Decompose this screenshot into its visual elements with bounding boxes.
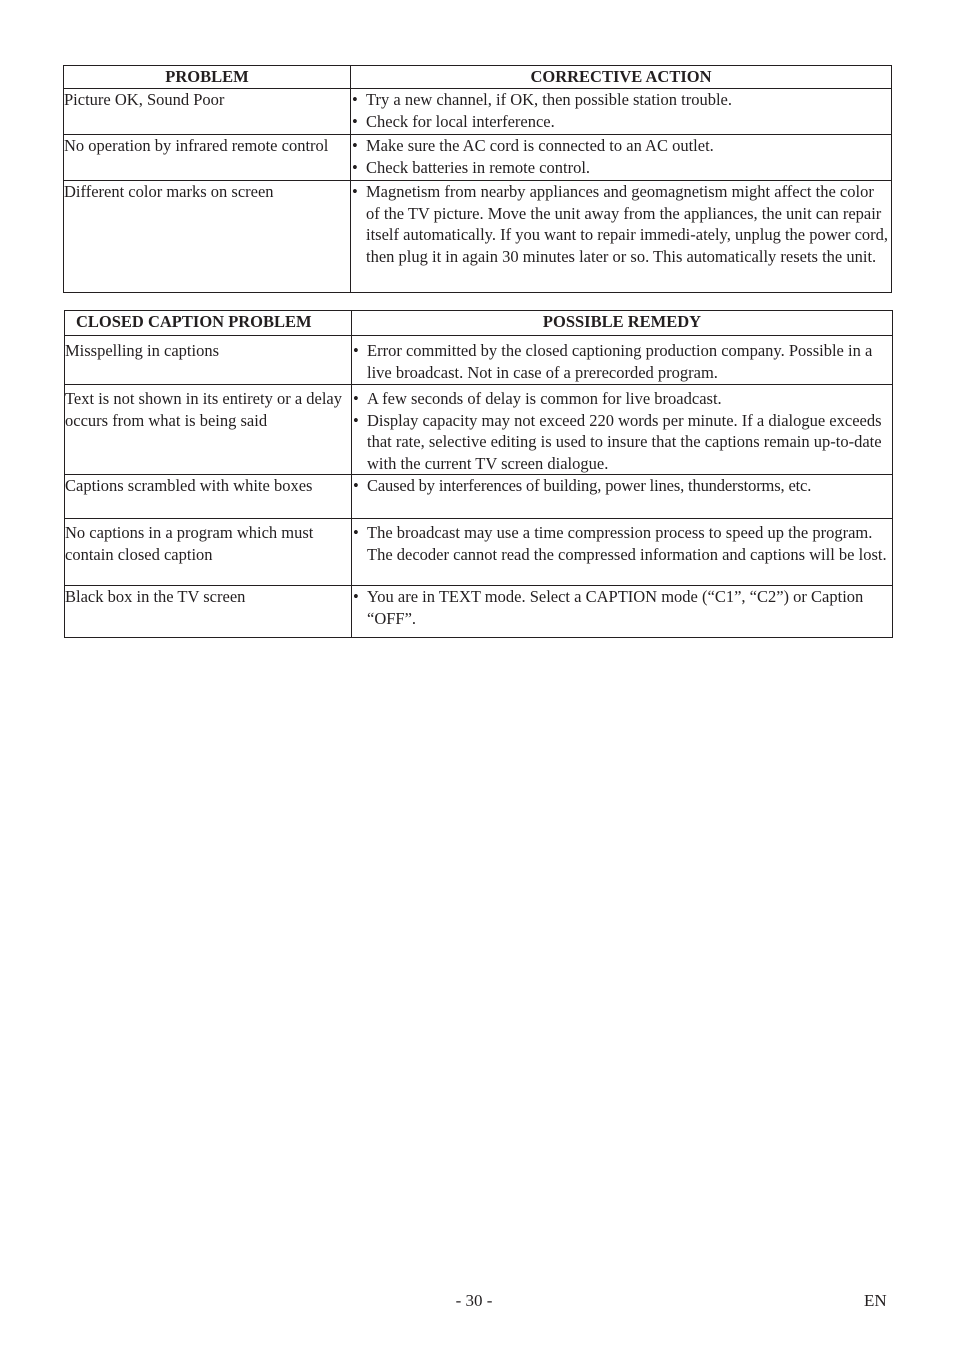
action-item: • Error committed by the closed captioning production company. Possible in a live broadcast. Not in case of a prerecorded program. [352,340,892,383]
action-item: • A few seconds of delay is common for live broadcast. [352,388,892,410]
table-row [65,336,893,385]
closed-caption-table [64,310,893,638]
action-cell [352,586,893,638]
column-header-possible-remedy: POSSIBLE REMEDY [352,311,893,336]
action-cell [351,89,892,135]
problem-cell: Captions scrambled with white boxes [65,475,352,519]
action-cell [351,181,892,293]
problem-cell: Text is not shown in its entirety or a delay occurs from what is being said [65,385,352,475]
problem-cell: Misspelling in captions [65,336,352,385]
problem-cell: No operation by infrared remote control [64,135,351,181]
table-header-row [64,66,892,89]
column-header-closed-caption-problem: CLOSED CAPTION PROBLEM [65,311,352,336]
action-item: • Check batteries in remote control. [351,157,891,179]
table-header-row [65,311,893,336]
table-row [65,385,893,475]
action-cell [352,385,893,475]
action-item: • Display capacity may not exceed 220 words per minute. If a dialogue exceeds that rate, selective editing is used to insure that the captions remain up-to-date with the current TV screen dialogue. [352,410,892,475]
page-number: - 30 - [455,1291,493,1310]
language-code: EN [864,1291,887,1310]
action-item: • Try a new channel, if OK, then possible station trouble. [351,89,891,111]
table-row [65,586,893,638]
action-item: • You are in TEXT mode. Select a CAPTION mode (“C1”, “C2”) or Caption “OFF”. [352,586,892,629]
column-header-corrective-action: CORRECTIVE ACTION [351,66,892,89]
problem-cell: Picture OK, Sound Poor [64,89,351,135]
table-row [64,181,892,293]
action-cell [352,336,893,385]
problem-cell: Different color marks on screen [64,181,351,293]
table-row [64,135,892,181]
action-item: • Caused by interferences of building, power lines, thunderstorms, etc. [352,475,892,497]
table-row [64,89,892,135]
problem-cell: Black box in the TV screen [65,586,352,638]
column-header-problem: PROBLEM [64,66,351,89]
problem-cell: No captions in a program which must contain closed caption [65,519,352,586]
table-row [65,475,893,519]
action-cell [352,519,893,586]
troubleshooting-table [63,65,892,293]
table-row [65,519,893,586]
action-item: • The broadcast may use a time compression process to speed up the program. The decoder cannot read the compressed information and captions will be lost. [352,522,892,565]
action-item: • Make sure the AC cord is connected to an AC outlet. [351,135,891,157]
action-cell [351,135,892,181]
action-item: • Check for local interference. [351,111,891,133]
action-cell [352,475,893,519]
action-item: • Magnetism from nearby appliances and geomagnetism might affect the color of the TV picture. Move the unit away from the appliances, the unit can repair itself automatically. If you want to repair immedi-ately, unplug the power cord, then plug it in again 30 minutes later or so. This automatically resets the unit. [351,181,891,267]
